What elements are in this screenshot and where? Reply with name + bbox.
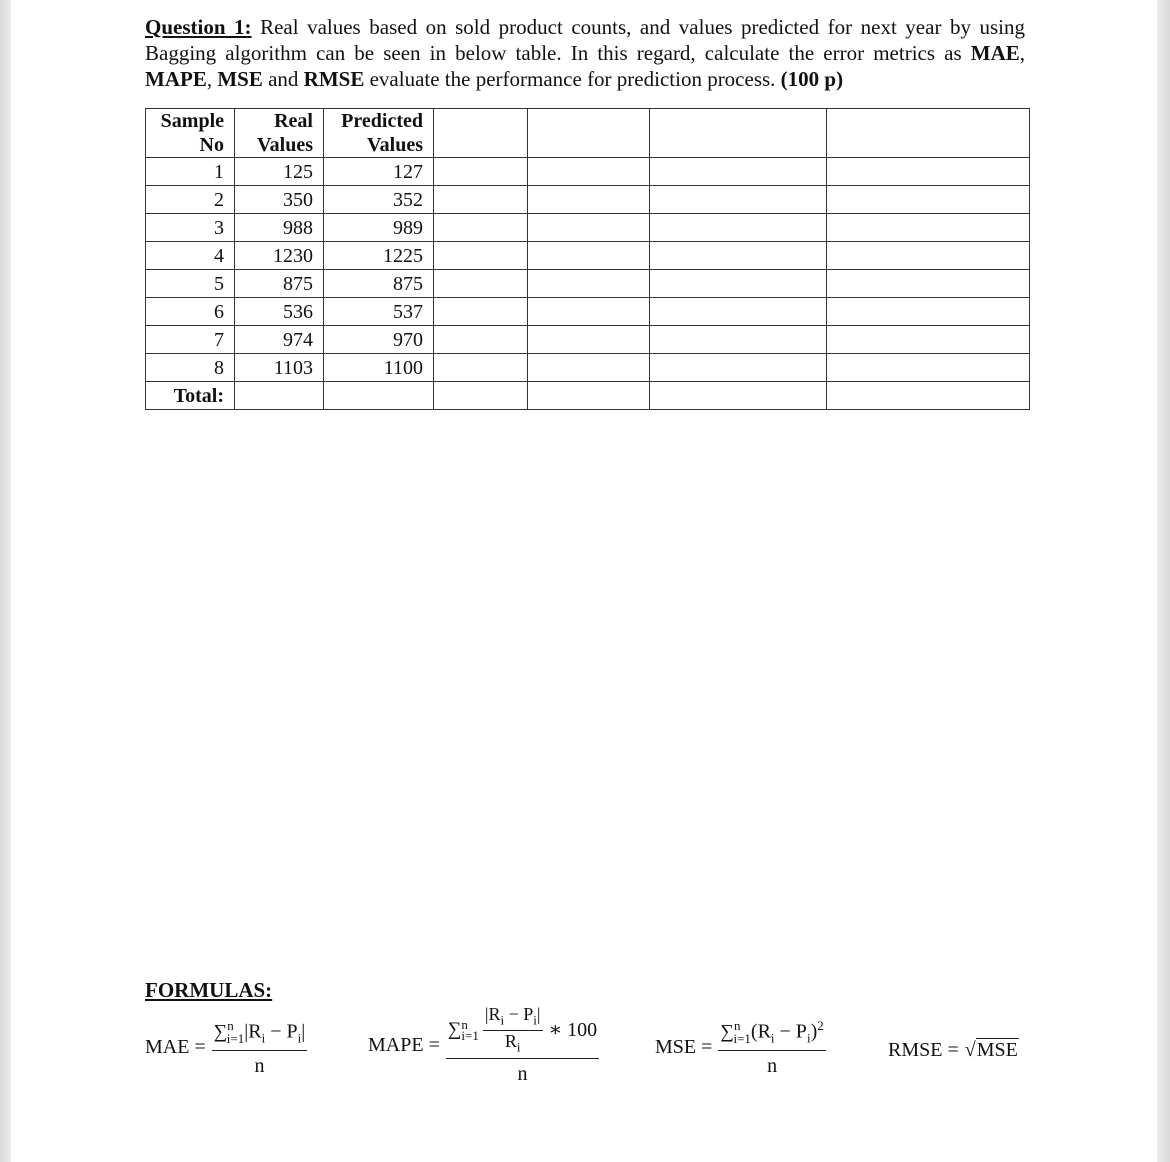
empty-cell[interactable] — [434, 109, 528, 158]
empty-cell[interactable] — [827, 298, 1030, 326]
sample-no-cell: 7 — [146, 326, 235, 354]
mae-formula — [145, 1018, 307, 1078]
comma: , — [206, 67, 218, 91]
empty-cell[interactable] — [827, 214, 1030, 242]
metric-mae: MAE — [970, 41, 1020, 65]
total-label: Total: — [146, 382, 235, 410]
table-row — [146, 354, 1030, 382]
empty-cell[interactable] — [434, 186, 528, 214]
header-real-values: Real Values — [235, 109, 324, 158]
table-header-row — [146, 109, 1030, 158]
real-value-cell: 536 — [235, 298, 324, 326]
real-value-cell: 988 — [235, 214, 324, 242]
predicted-value-cell: 1225 — [324, 242, 434, 270]
table-row — [146, 270, 1030, 298]
conjunction: and — [262, 67, 304, 91]
metric-rmse: RMSE — [303, 67, 365, 91]
empty-cell[interactable] — [434, 298, 528, 326]
empty-cell[interactable] — [827, 270, 1030, 298]
empty-cell[interactable] — [827, 354, 1030, 382]
question-text: Real values based on sold product counts, and values predicted for next year by using Bagging algorithm can be seen in below table. In this regard, calculate the error metrics as — [145, 15, 1025, 65]
empty-cell[interactable] — [528, 298, 650, 326]
empty-cell[interactable] — [528, 186, 650, 214]
empty-cell[interactable] — [434, 214, 528, 242]
table-row — [146, 242, 1030, 270]
times-100: ∗ 100 — [548, 1019, 598, 1042]
empty-cell[interactable] — [650, 242, 827, 270]
mape-label: MAPE = — [368, 1033, 440, 1056]
real-value-cell: 1230 — [235, 242, 324, 270]
empty-cell[interactable] — [434, 326, 528, 354]
sample-no-cell: 4 — [146, 242, 235, 270]
rmse-formula — [888, 1038, 1019, 1062]
empty-cell[interactable] — [650, 158, 827, 186]
mse-denominator: n — [767, 1054, 778, 1077]
predicted-value-cell: 127 — [324, 158, 434, 186]
sample-no-cell: 2 — [146, 186, 235, 214]
formulas-title: FORMULAS: — [145, 978, 273, 1002]
predicted-value-cell: 875 — [324, 270, 434, 298]
sample-no-cell: 6 — [146, 298, 235, 326]
table-row — [146, 298, 1030, 326]
page-edge-right — [1157, 0, 1170, 1162]
sample-no-cell: 1 — [146, 158, 235, 186]
comma: , — [1019, 41, 1025, 65]
empty-cell[interactable] — [650, 109, 827, 158]
mse-fraction: $\frac{\sum^n_{i=1}(R_i - P_i)^2}{n}$ — [720, 1018, 824, 1077]
page-edge-left — [0, 0, 11, 1162]
empty-cell[interactable] — [650, 298, 827, 326]
mse-formula — [655, 1018, 826, 1078]
empty-cell[interactable] — [650, 354, 827, 382]
table-row — [146, 214, 1030, 242]
empty-cell[interactable] — [235, 382, 324, 410]
empty-cell[interactable] — [650, 270, 827, 298]
predicted-value-cell: 1100 — [324, 354, 434, 382]
data-table — [145, 108, 1030, 410]
empty-cell[interactable] — [827, 109, 1030, 158]
empty-cell[interactable] — [434, 354, 528, 382]
sample-no-cell: 5 — [146, 270, 235, 298]
table-row — [146, 186, 1030, 214]
empty-cell[interactable] — [528, 382, 650, 410]
empty-cell[interactable] — [650, 186, 827, 214]
empty-cell[interactable] — [434, 242, 528, 270]
mae-label: MAE = — [145, 1036, 206, 1059]
question-label: Question 1: — [145, 15, 252, 39]
predicted-value-cell: 537 — [324, 298, 434, 326]
rmse-radicand: MSE — [976, 1039, 1018, 1061]
empty-cell[interactable] — [434, 270, 528, 298]
table-row — [146, 158, 1030, 186]
table-row — [146, 326, 1030, 354]
empty-cell[interactable] — [827, 382, 1030, 410]
empty-cell[interactable] — [650, 382, 827, 410]
header-sample-no: Sample No — [146, 109, 235, 158]
empty-cell[interactable] — [528, 326, 650, 354]
empty-cell[interactable] — [827, 186, 1030, 214]
real-value-cell: 974 — [235, 326, 324, 354]
empty-cell[interactable] — [528, 354, 650, 382]
empty-cell[interactable] — [650, 326, 827, 354]
empty-cell[interactable] — [528, 270, 650, 298]
real-value-cell: 350 — [235, 186, 324, 214]
empty-cell[interactable] — [434, 382, 528, 410]
empty-cell[interactable] — [324, 382, 434, 410]
mae-denominator: n — [254, 1054, 265, 1077]
question-text-end: evaluate the performance for prediction process. — [364, 67, 781, 91]
question-paragraph — [145, 14, 1025, 92]
metric-mape: MAPE — [145, 67, 207, 91]
sample-no-cell: 3 — [146, 214, 235, 242]
empty-cell[interactable] — [528, 109, 650, 158]
empty-cell[interactable] — [827, 158, 1030, 186]
mse-label: MSE = — [655, 1036, 713, 1059]
empty-cell[interactable] — [827, 242, 1030, 270]
mape-denominator: n — [517, 1063, 528, 1086]
empty-cell[interactable] — [528, 242, 650, 270]
empty-cell[interactable] — [827, 326, 1030, 354]
mae-fraction: $\frac{\sum^n_{i=1}|R_i - P_i|}{n}$ — [213, 1018, 306, 1077]
metric-mse: MSE — [217, 67, 263, 91]
total-row — [146, 382, 1030, 410]
points-label: (100 p) — [780, 67, 844, 91]
sample-no-cell: 8 — [146, 354, 235, 382]
real-value-cell: 875 — [235, 270, 324, 298]
rmse-label: RMSE = — [888, 1038, 959, 1061]
predicted-value-cell: 989 — [324, 214, 434, 242]
mape-fraction: ∑ n i=1 $\frac{|R_i - P_i|}{R_i}$ ∗ 100 n — [447, 1004, 598, 1086]
real-value-cell: 125 — [235, 158, 324, 186]
sqrt-symbol: √ MSE — [964, 1039, 1018, 1061]
header-predicted-values: Predicted Values — [324, 109, 434, 158]
predicted-value-cell: 352 — [324, 186, 434, 214]
empty-cell[interactable] — [528, 158, 650, 186]
predicted-value-cell: 970 — [324, 326, 434, 354]
empty-cell[interactable] — [528, 214, 650, 242]
empty-cell[interactable] — [650, 214, 827, 242]
mape-formula — [368, 1004, 599, 1086]
real-value-cell: 1103 — [235, 354, 324, 382]
empty-cell[interactable] — [434, 158, 528, 186]
